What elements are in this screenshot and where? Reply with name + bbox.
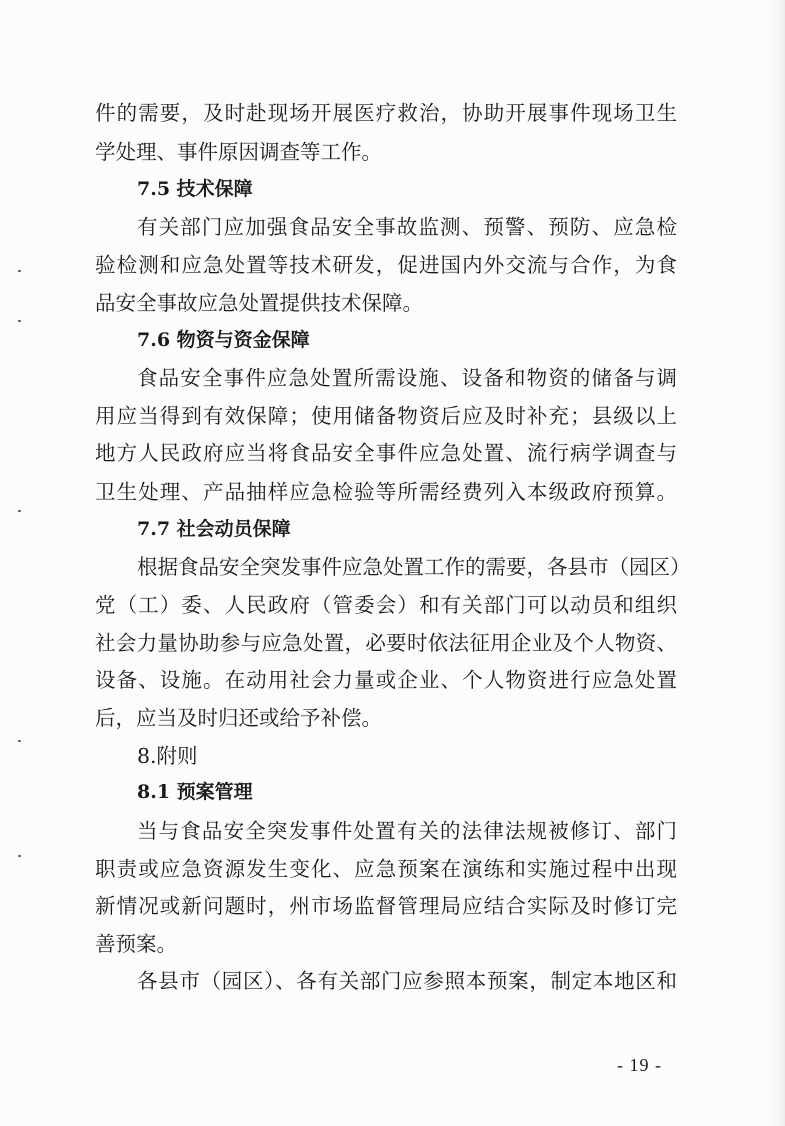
scan-mark — [18, 510, 21, 512]
paragraph-line: 件的需要，及时赴现场开展医疗救治，协助开展事件现场卫生 — [95, 101, 677, 125]
paragraph-line: 后，应当及时归还或给予补偿。 — [95, 706, 382, 730]
paragraph-line: 各县市（园区）、各有关部门应参照本预案，制定本地区和 — [137, 969, 677, 993]
paragraph-line: 学处理、事件原因调查等工作。 — [95, 140, 382, 164]
paragraph-line: 验检测和应急处置等技术研发，促进国内外交流与合作，为食 — [95, 253, 677, 277]
section-heading-7-7: 7.7 社会动员保障 — [137, 518, 291, 540]
paragraph-line: 用应当得到有效保障；使用储备物资后应及时补充；县级以上 — [95, 404, 677, 428]
paragraph-line: 善预案。 — [95, 932, 177, 956]
paragraph-line: 当与食品安全突发事件处置有关的法律法规被修订、部门 — [137, 819, 677, 843]
paragraph-line: 食品安全事件应急处置所需设施、设备和物资的储备与调 — [137, 366, 677, 390]
scan-mark — [18, 320, 21, 322]
paragraph-line: 地方人民政府应当将食品安全事件应急处置、流行病学调查与 — [95, 441, 677, 465]
paragraph-line: 有关部门应加强食品安全事故监测、预警、预防、应急检 — [137, 215, 677, 239]
paragraph-line: 根据食品安全突发事件应急处置工作的需要，各县市（园区） — [137, 555, 691, 579]
scan-mark — [18, 270, 21, 272]
section-heading-7-6: 7.6 物资与资金保障 — [137, 329, 310, 351]
paragraph-line: 新情况或新问题时，州市场监督管理局应结合实际及时修订完 — [95, 894, 677, 918]
section-heading-7-5: 7.5 技术保障 — [137, 178, 253, 200]
paragraph-line: 卫生处理、产品抽样应急检验等所需经费列入本级政府预算。 — [95, 480, 677, 504]
page-number: - 19 - — [617, 1055, 662, 1075]
paragraph-line: 社会力量协助参与应急处置，必要时依法征用企业及个人物资、 — [95, 631, 677, 655]
paragraph-line: 设备、设施。在动用社会力量或企业、个人物资进行应急处置 — [95, 668, 677, 692]
section-heading-8: 8.附则 — [137, 744, 198, 768]
paragraph-line: 党（工）委、人民政府（管委会）和有关部门可以动员和组织 — [95, 593, 677, 617]
paragraph-line: 品安全事故应急处置提供技术保障。 — [95, 291, 423, 315]
scan-mark — [18, 740, 21, 742]
paragraph-line: 职责或应急资源发生变化、应急预案在演练和实施过程中出现 — [95, 857, 677, 881]
section-heading-8-1: 8.1 预案管理 — [137, 781, 253, 803]
scan-mark — [18, 855, 21, 857]
scan-shadow — [765, 0, 785, 1126]
